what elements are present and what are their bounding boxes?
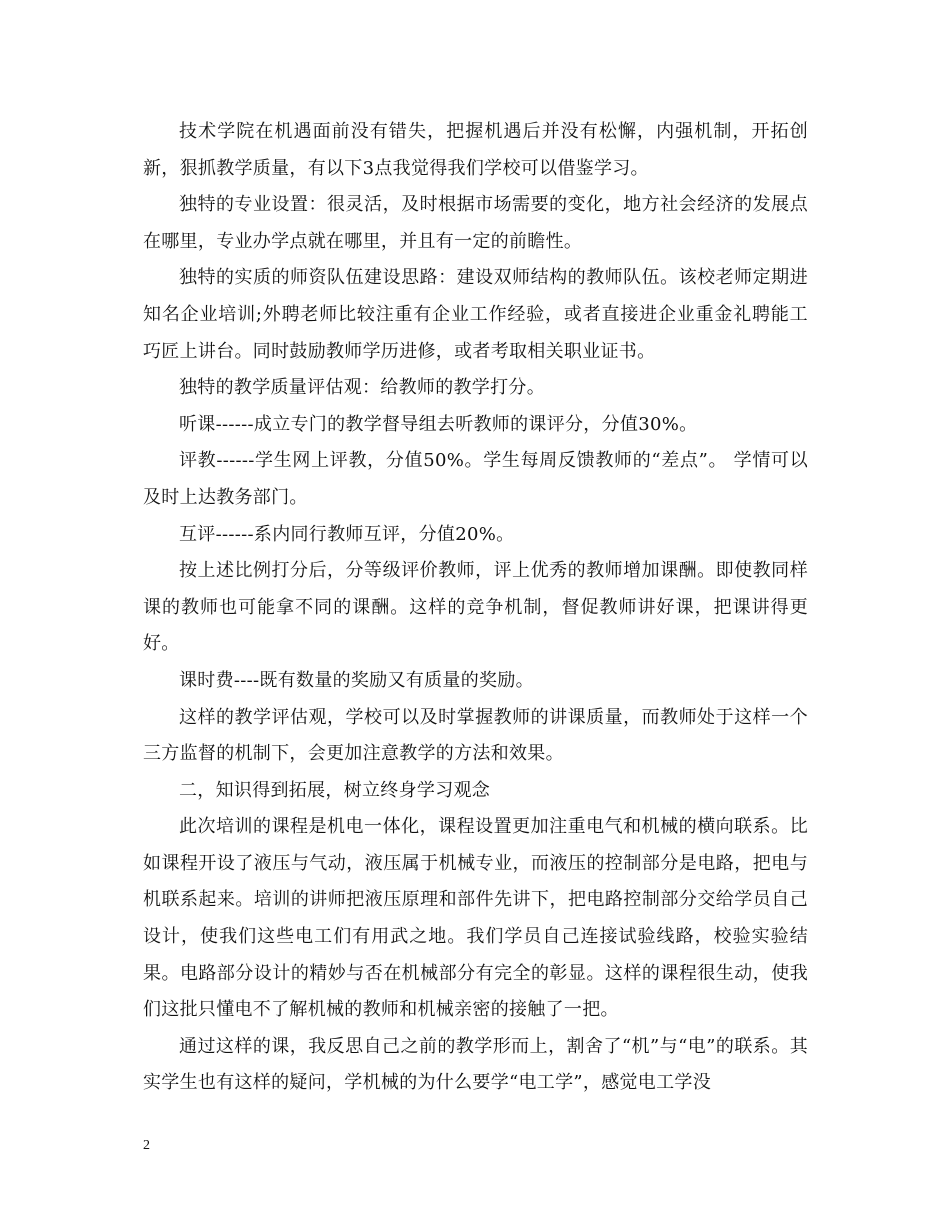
section-heading: 二，知识得到拓展，树立终身学习观念 [179, 779, 491, 801]
paragraph: 独特的实质的师资队伍建设思路：建设双师结构的教师队伍。该校老师定期进知名企业培训;外聘老师比较注重有企业工作经验，或者直接进企业重金礼聘能工巧匠上讲台。同时鼓励教师学历进修，或者考取相关职业证书。 [143, 267, 808, 362]
paragraph: 独特的教学质量评估观：给教师的教学打分。 [179, 377, 545, 399]
paragraph: 听课------成立专门的教学督导组去听教师的课评分，分值30%。 [179, 413, 698, 435]
paragraph: 此次培训的课程是机电一体化，课程设置更加注重电气和机械的横向联系。比如课程开设了液压与气动，液压属于机械专业，而液压的控制部分是电路，把电与机联系起来。培训的讲师把液压原理和部件先讲下，把电路控制部分交给学员自己设计，使我们这些电工们有用武之地。我们学员自己连接试验线路，校验实验结果。电路部分设计的精妙与否在机械部分有完全的彰显。这样的课程很生动，使我们这批只懂电不了解机械的教师和机械亲密的接触了一把。 [143, 816, 808, 1021]
paragraph: 这样的教学评估观，学校可以及时掌握教师的讲课质量，而教师处于这样一个三方监督的机制下，会更加注意教学的方法和效果。 [143, 706, 808, 765]
paragraph: 技术学院在机遇面前没有错失，把握机遇后并没有松懈，内强机制，开拓创新，狠抓教学质量，有以下3点我觉得我们学校可以借鉴学习。 [143, 121, 808, 179]
paragraph: 通过这样的课，我反思自己之前的教学形而上，割舍了“机”与“电”的联系。其实学生也有这样的疑问，学机械的为什么要学“电工学”，感觉电工学没 [143, 1035, 808, 1094]
page-number: 2 [143, 1138, 150, 1153]
paragraph: 独特的专业设置：很灵活，及时根据市场需要的变化，地方社会经济的发展点在哪里，专业办学点就在哪里，并且有一定的前瞻性。 [143, 194, 808, 252]
paragraph: 互评------系内同行教师互评，分值20%。 [179, 523, 515, 545]
paragraph: 评教------学生网上评教，分值50%。学生每周反馈教师的“差点”。 学情可以及时上达教务部门。 [143, 450, 808, 508]
paragraph: 按上述比例打分后，分等级评价教师，评上优秀的教师增加课酬。即使教同样课的教师也可能拿不同的课酬。这样的竞争机制，督促教师讲好课，把课讲得更好。 [143, 560, 808, 655]
document-body [143, 114, 808, 1102]
paragraph: 课时费----既有数量的奖励又有质量的奖励。 [179, 669, 534, 691]
